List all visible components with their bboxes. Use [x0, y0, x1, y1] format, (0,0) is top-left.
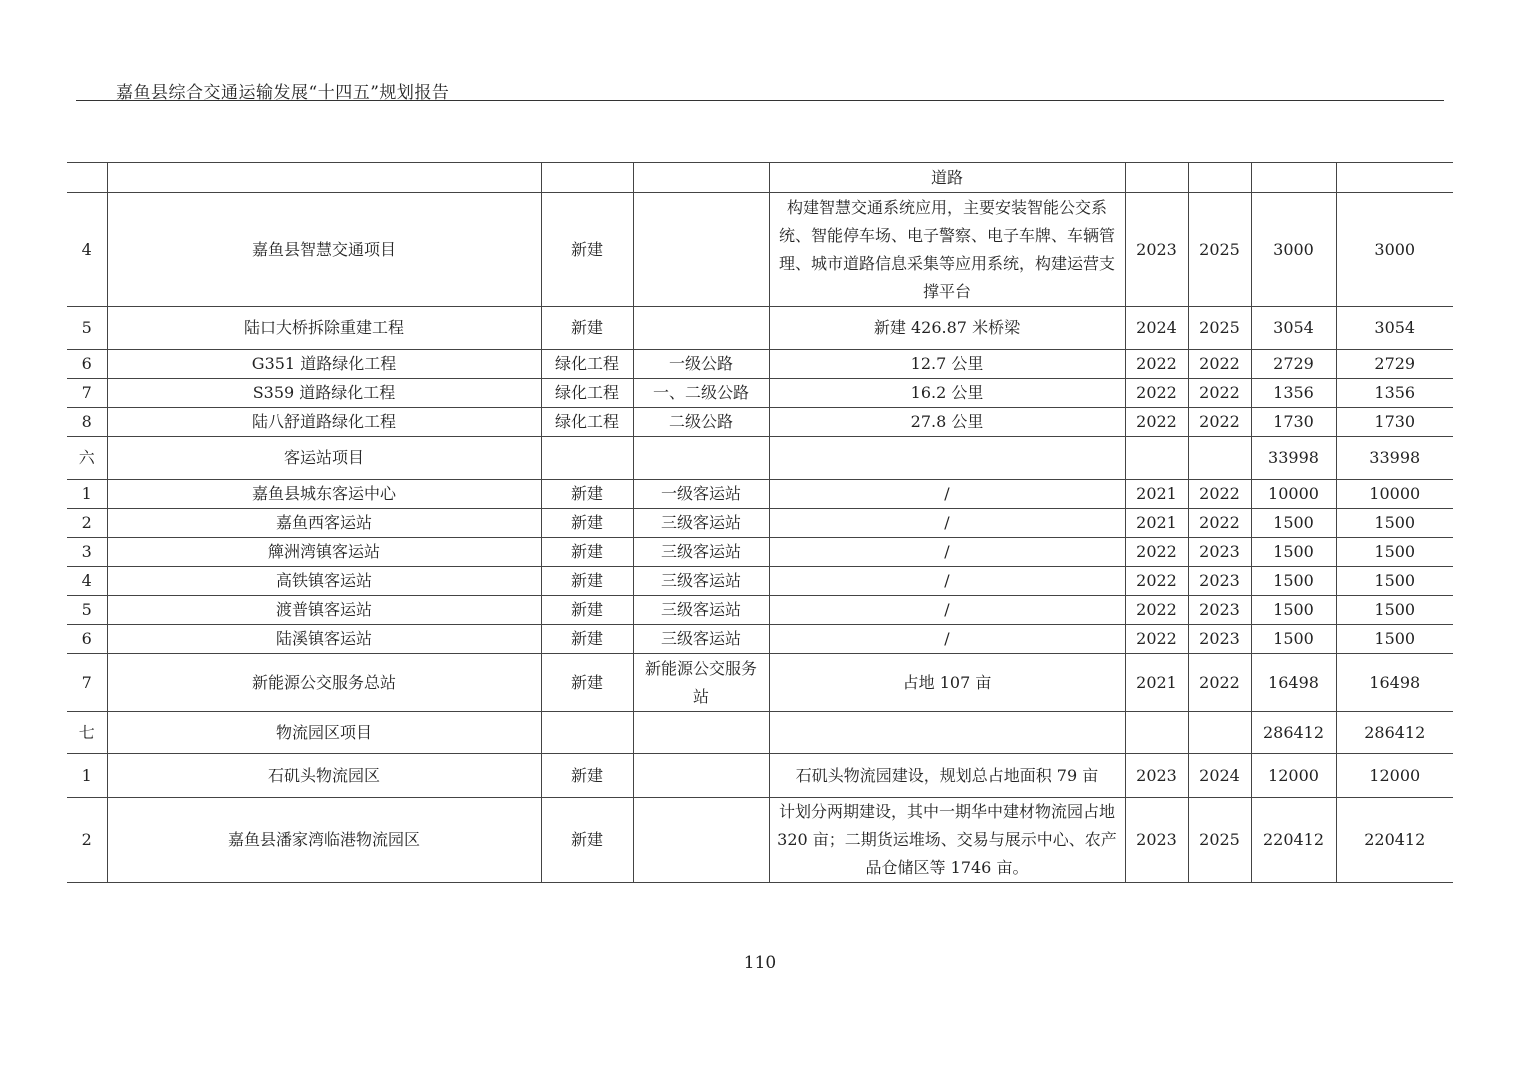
total-investment: 2729	[1251, 350, 1336, 379]
construction-type	[541, 163, 633, 193]
technical-grade: 一级公路	[633, 350, 769, 379]
total-investment: 33998	[1251, 437, 1336, 480]
start-year: 2022	[1125, 379, 1188, 408]
project-name: 陆口大桥拆除重建工程	[107, 307, 541, 350]
total-investment: 1500	[1251, 509, 1336, 538]
end-year: 2022	[1188, 509, 1251, 538]
row-number: 1	[67, 480, 107, 509]
row-number: 2	[67, 798, 107, 883]
project-name: S359 道路绿化工程	[107, 379, 541, 408]
technical-grade	[633, 754, 769, 798]
start-year: 2023	[1125, 193, 1188, 307]
total-investment: 1356	[1251, 379, 1336, 408]
construction-type: 绿化工程	[541, 379, 633, 408]
technical-grade: 一、二级公路	[633, 379, 769, 408]
total-investment: 12000	[1251, 754, 1336, 798]
project-name: 石矶头物流园区	[107, 754, 541, 798]
project-name: 客运站项目	[107, 437, 541, 480]
table-row	[67, 437, 1453, 480]
end-year: 2022	[1188, 350, 1251, 379]
construction-scale: /	[769, 480, 1125, 509]
row-number: 4	[67, 193, 107, 307]
table-row	[67, 798, 1453, 883]
total-investment: 1500	[1251, 538, 1336, 567]
row-number: 六	[67, 437, 107, 480]
planned-investment: 220412	[1336, 798, 1453, 883]
technical-grade: 三级客运站	[633, 509, 769, 538]
end-year: 2023	[1188, 567, 1251, 596]
project-name: 嘉鱼县城东客运中心	[107, 480, 541, 509]
project-name	[107, 163, 541, 193]
start-year: 2021	[1125, 480, 1188, 509]
row-number: 4	[67, 567, 107, 596]
row-number: 七	[67, 712, 107, 754]
technical-grade	[633, 437, 769, 480]
construction-type: 新建	[541, 567, 633, 596]
total-investment: 1500	[1251, 567, 1336, 596]
total-investment: 1500	[1251, 625, 1336, 654]
project-name: 陆溪镇客运站	[107, 625, 541, 654]
planned-investment: 1500	[1336, 509, 1453, 538]
planned-investment: 1500	[1336, 596, 1453, 625]
table-row	[67, 538, 1453, 567]
total-investment: 3000	[1251, 193, 1336, 307]
construction-scale	[769, 437, 1125, 480]
project-name: 新能源公交服务总站	[107, 654, 541, 712]
page-number: 110	[743, 953, 777, 973]
construction-scale: 12.7 公里	[769, 350, 1125, 379]
row-number: 1	[67, 754, 107, 798]
row-number: 7	[67, 654, 107, 712]
planned-investment: 2729	[1336, 350, 1453, 379]
table-row	[67, 712, 1453, 754]
construction-scale: 16.2 公里	[769, 379, 1125, 408]
planned-investment: 1500	[1336, 625, 1453, 654]
end-year: 2025	[1188, 307, 1251, 350]
table-row	[67, 350, 1453, 379]
total-investment: 1730	[1251, 408, 1336, 437]
technical-grade: 三级客运站	[633, 596, 769, 625]
header-divider	[76, 100, 1444, 101]
start-year: 2023	[1125, 754, 1188, 798]
construction-scale: 27.8 公里	[769, 408, 1125, 437]
end-year: 2022	[1188, 408, 1251, 437]
end-year	[1188, 163, 1251, 193]
end-year	[1188, 437, 1251, 480]
technical-grade: 二级公路	[633, 408, 769, 437]
start-year	[1125, 437, 1188, 480]
start-year: 2022	[1125, 538, 1188, 567]
end-year: 2025	[1188, 193, 1251, 307]
project-name: G351 道路绿化工程	[107, 350, 541, 379]
table-row	[67, 307, 1453, 350]
start-year: 2022	[1125, 567, 1188, 596]
start-year: 2022	[1125, 408, 1188, 437]
row-number: 6	[67, 625, 107, 654]
construction-type: 新建	[541, 509, 633, 538]
project-name: 渡普镇客运站	[107, 596, 541, 625]
construction-scale	[769, 712, 1125, 754]
technical-grade: 三级客运站	[633, 538, 769, 567]
end-year: 2025	[1188, 798, 1251, 883]
table-row	[67, 408, 1453, 437]
project-name: 嘉鱼县智慧交通项目	[107, 193, 541, 307]
end-year	[1188, 712, 1251, 754]
row-number: 2	[67, 509, 107, 538]
technical-grade: 三级客运站	[633, 625, 769, 654]
construction-scale: 石矶头物流园建设，规划总占地面积 79 亩	[769, 754, 1125, 798]
table-row	[67, 625, 1453, 654]
construction-type: 新建	[541, 596, 633, 625]
document-header-title: 嘉鱼县综合交通运输发展“十四五”规划报告	[116, 83, 450, 103]
table-row	[67, 654, 1453, 712]
project-name: 嘉鱼西客运站	[107, 509, 541, 538]
table-row	[67, 480, 1453, 509]
technical-grade: 新能源公交服务站	[633, 654, 769, 712]
project-name: 物流园区项目	[107, 712, 541, 754]
construction-scale: /	[769, 567, 1125, 596]
start-year: 2022	[1125, 625, 1188, 654]
planned-investment: 33998	[1336, 437, 1453, 480]
row-number: 7	[67, 379, 107, 408]
construction-type: 新建	[541, 193, 633, 307]
start-year: 2021	[1125, 654, 1188, 712]
technical-grade: 三级客运站	[633, 567, 769, 596]
planned-investment: 10000	[1336, 480, 1453, 509]
project-table	[67, 162, 1453, 883]
table-row	[67, 596, 1453, 625]
end-year: 2022	[1188, 379, 1251, 408]
technical-grade	[633, 712, 769, 754]
table-row	[67, 567, 1453, 596]
end-year: 2024	[1188, 754, 1251, 798]
row-number: 5	[67, 307, 107, 350]
row-number: 3	[67, 538, 107, 567]
start-year: 2024	[1125, 307, 1188, 350]
row-number: 8	[67, 408, 107, 437]
technical-grade	[633, 798, 769, 883]
total-investment: 220412	[1251, 798, 1336, 883]
table-row	[67, 754, 1453, 798]
planned-investment: 1356	[1336, 379, 1453, 408]
table-row	[67, 509, 1453, 538]
project-name: 簰洲湾镇客运站	[107, 538, 541, 567]
construction-type: 绿化工程	[541, 408, 633, 437]
table-row	[67, 193, 1453, 307]
start-year	[1125, 712, 1188, 754]
technical-grade	[633, 193, 769, 307]
planned-investment: 1500	[1336, 538, 1453, 567]
planned-investment: 1730	[1336, 408, 1453, 437]
construction-scale: /	[769, 596, 1125, 625]
planned-investment: 12000	[1336, 754, 1453, 798]
total-investment: 1500	[1251, 596, 1336, 625]
end-year: 2023	[1188, 538, 1251, 567]
planned-investment: 16498	[1336, 654, 1453, 712]
planned-investment: 286412	[1336, 712, 1453, 754]
construction-scale: 新建 426.87 米桥梁	[769, 307, 1125, 350]
construction-type: 新建	[541, 307, 633, 350]
construction-type: 绿化工程	[541, 350, 633, 379]
construction-type: 新建	[541, 538, 633, 567]
construction-scale: /	[769, 625, 1125, 654]
technical-grade	[633, 163, 769, 193]
technical-grade	[633, 307, 769, 350]
start-year: 2022	[1125, 596, 1188, 625]
construction-scale: /	[769, 509, 1125, 538]
project-name: 嘉鱼县潘家湾临港物流园区	[107, 798, 541, 883]
construction-scale: 占地 107 亩	[769, 654, 1125, 712]
construction-type: 新建	[541, 754, 633, 798]
start-year: 2021	[1125, 509, 1188, 538]
end-year: 2023	[1188, 625, 1251, 654]
total-investment	[1251, 163, 1336, 193]
start-year: 2022	[1125, 350, 1188, 379]
end-year: 2022	[1188, 654, 1251, 712]
construction-scale: 计划分两期建设，其中一期华中建材物流园占地 320 亩；二期货运堆场、交易与展示中心、农产品仓储区等 1746 亩。	[769, 798, 1125, 883]
total-investment: 286412	[1251, 712, 1336, 754]
construction-scale: 构建智慧交通系统应用，主要安装智能公交系统、智能停车场、电子警察、电子车牌、车辆管理、城市道路信息采集等应用系统，构建运营支撑平台	[769, 193, 1125, 307]
table-row	[67, 379, 1453, 408]
planned-investment	[1336, 163, 1453, 193]
row-number: 5	[67, 596, 107, 625]
table-row	[67, 163, 1453, 193]
total-investment: 16498	[1251, 654, 1336, 712]
construction-type	[541, 437, 633, 480]
planned-investment: 1500	[1336, 567, 1453, 596]
construction-type: 新建	[541, 480, 633, 509]
end-year: 2023	[1188, 596, 1251, 625]
row-number: 6	[67, 350, 107, 379]
total-investment: 10000	[1251, 480, 1336, 509]
total-investment: 3054	[1251, 307, 1336, 350]
construction-type: 新建	[541, 625, 633, 654]
construction-scale: /	[769, 538, 1125, 567]
construction-scale: 道路	[769, 163, 1125, 193]
end-year: 2022	[1188, 480, 1251, 509]
construction-type	[541, 712, 633, 754]
start-year	[1125, 163, 1188, 193]
construction-type: 新建	[541, 654, 633, 712]
technical-grade: 一级客运站	[633, 480, 769, 509]
planned-investment: 3054	[1336, 307, 1453, 350]
construction-type: 新建	[541, 798, 633, 883]
project-name: 陆八舒道路绿化工程	[107, 408, 541, 437]
project-name: 高铁镇客运站	[107, 567, 541, 596]
row-number	[67, 163, 107, 193]
planned-investment: 3000	[1336, 193, 1453, 307]
start-year: 2023	[1125, 798, 1188, 883]
